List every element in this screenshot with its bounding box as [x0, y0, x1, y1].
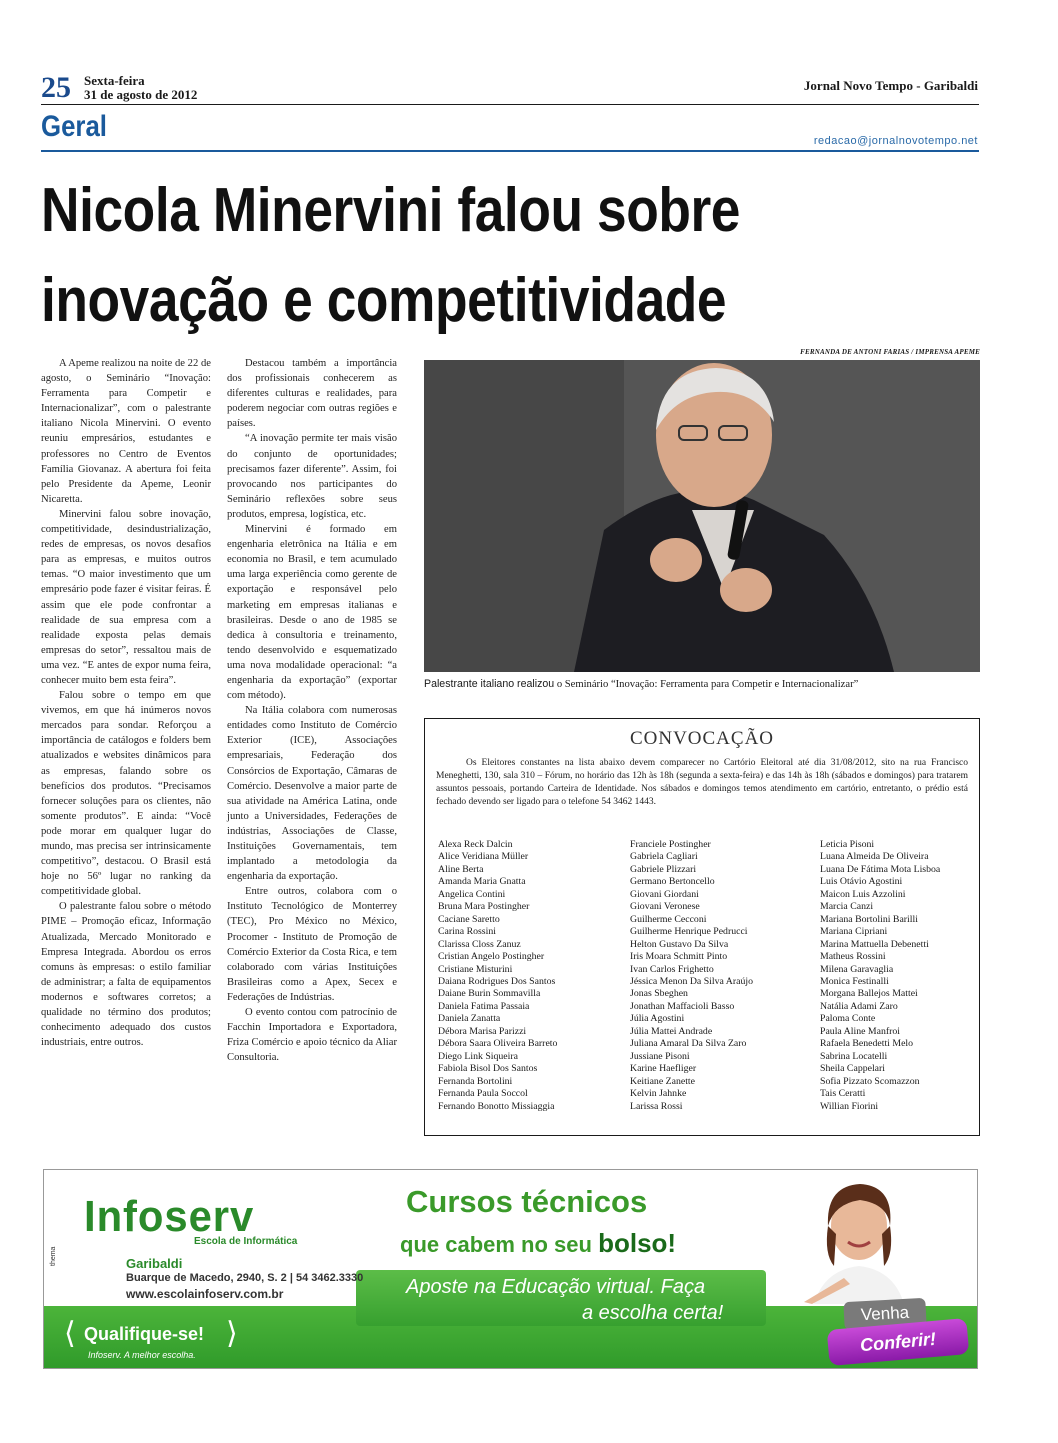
- infoserv-advertisement[interactable]: [43, 1169, 978, 1369]
- paragraph: “A inovação permite ter mais visão do conjunto de oportunidades; precisamos fazer diferente”. Assim, foi provocando nos participantes do Seminário reflexões sobre seus produtos, empresa, logística, etc.: [227, 433, 397, 520]
- ad-slogan: Qualifique-se!: [84, 1324, 205, 1344]
- name-item: Marina Mattuella Debenetti: [820, 938, 929, 950]
- name-item: Maicon Luis Azzolini: [820, 888, 906, 900]
- name-item: Karine Haefliger: [630, 1063, 697, 1075]
- name-item: Amanda Maria Gnatta: [438, 876, 526, 888]
- name-item: Giovani Veronese: [630, 901, 700, 913]
- paragraph: Falou sobre o tempo em que vivemos, em que há inúmeros novos mercados para sondar. Reforçou a importância de catálogos e folders bem atualizados e websites dinâmicos para as empresas, falando sobre os benefícios dos produtos. “Precisamos fornecer soluções para os clientes, não somente produtos”. E ainda: “Você pode morar em qualquer lugar do mundo, mas precisa ser intrinsicamente competitivo”, destacou. O Brasil está hoje no 56º lugar no ranking da competitividade global.: [41, 690, 211, 898]
- page-number: 25: [41, 71, 71, 104]
- name-item: Cristiane Misturini: [438, 963, 513, 975]
- name-item: Cristian Angelo Postingher: [438, 951, 545, 963]
- ad-conferir-button[interactable]: Conferir!: [827, 1318, 970, 1366]
- name-item: Fernanda Paula Soccol: [438, 1088, 528, 1100]
- name-item: Daniela Zanatta: [438, 1013, 501, 1025]
- name-item: Matheus Rossini: [820, 951, 886, 963]
- name-item: Jonas Sbeghen: [630, 988, 688, 1000]
- bracket-right-icon: ⟩: [226, 1317, 238, 1350]
- ad-subheadline-b: bolso!: [598, 1228, 677, 1258]
- name-item: Paula Aline Manfroi: [820, 1025, 900, 1037]
- name-item: Diego Link Siqueira: [438, 1050, 518, 1062]
- name-item: Gabriela Cagliari: [630, 851, 698, 863]
- ad-city: Garibaldi: [126, 1256, 183, 1271]
- name-item: Giovani Giordani: [630, 888, 699, 900]
- caption-lead: Palestrante italiano realizou: [424, 678, 555, 690]
- headline: [41, 166, 849, 346]
- ad-venha-label: Venha: [843, 1298, 926, 1330]
- name-item: Franciele Postingher: [630, 839, 711, 850]
- caption-rest: o Seminário “Inovação: Ferramenta para Competir e Internacionalizar”: [556, 679, 859, 690]
- name-item: Gabriele Plizzari: [630, 863, 697, 875]
- paragraph: Minervini é formado em engenharia eletrônica na Itália e em economia no Brasil, e tem acumulado uma larga experiência como gerente de exportação e responsável pelo marketing em empresas italianas e brasileiras. Desde o ano de 1985 se dedica à consultoria e treinamento, tendo desenvolvido e esquematizado uma nova modalidade operacional: “a engenharia da exportação” (exportar com método).: [227, 524, 397, 702]
- name-item: Juliana Amaral Da Silva Zaro: [630, 1038, 747, 1050]
- name-item: Iris Moara Schmitt Pinto: [630, 951, 728, 963]
- headline-line-1: Nicola Minervini falou sobre: [41, 176, 741, 245]
- bracket-left-icon: ⟨: [64, 1317, 76, 1350]
- name-item: Guilherme Henrique Pedrucci: [630, 926, 748, 938]
- name-item: Keitiane Zanette: [630, 1075, 696, 1087]
- name-item: Kelvin Jahnke: [630, 1088, 687, 1100]
- name-item: Paloma Conte: [820, 1013, 876, 1025]
- name-item: Larissa Rossi: [630, 1100, 683, 1112]
- ad-band-text-1: Aposte na Educação virtual. Faça: [406, 1276, 706, 1298]
- ad-website[interactable]: www.escolainfoserv.com.br: [126, 1287, 284, 1301]
- name-item: Jussiane Pisoni: [630, 1050, 690, 1062]
- name-item: Milena Garavaglia: [820, 963, 894, 975]
- photo-credit: FERNANDA DE ANTONI FARIAS / IMPRENSA APEME: [800, 348, 980, 356]
- paragraph: Na Itália colabora com numerosas entidades como Instituto de Comércio Exterior (ICE), Associações empresariais, Federação dos Consórcios de Exportação, Câmaras de Comércio. Desenvolve a maior parte de sua atividade na América Latina, onde junto a Universidades, Federações de indústrias, Associações de Classe, Instituições Governamentais, tem implantado a metodologia da engenharia da exportação.: [227, 705, 397, 883]
- name-item: Bruna Mara Postingher: [438, 901, 530, 913]
- ad-brand-logo: Infoserv: [84, 1192, 255, 1241]
- names-column-3: [820, 839, 940, 1113]
- ad-address: Buarque de Macedo, 2940, S. 2 | 54 3462.3330: [126, 1272, 364, 1284]
- paragraph: A Apeme realizou na noite de 22 de agosto, o Seminário “Inovação: Ferramenta para Competir e Internacionalizar”, com o palestrante italiano Nicola Minervini. O evento reuniu empresários, estudantes e professores no Centro de Eventos Família Giovanaz. A abertura foi feita pelo Presidente da Apeme, Leonir Nicaretta.: [41, 358, 211, 505]
- section-title: Geral: [41, 110, 107, 143]
- name-item: Mariana Cipriani: [820, 926, 888, 938]
- name-item: Júlia Agostini: [630, 1013, 685, 1025]
- name-item: Alexa Reck Dalcin: [438, 839, 513, 850]
- name-item: Willian Fiorini: [820, 1100, 879, 1112]
- name-item: Aline Berta: [438, 863, 484, 875]
- newspaper-name: Jornal Novo Tempo - Garibaldi: [803, 78, 978, 93]
- ad-woman-illustration: [784, 1174, 934, 1304]
- paragraph: O palestrante falou sobre o método PIME – Promoção eficaz, Informação Atualizada, Mercado Monitorado e Empresa Integrada. Abordou os erros comuns às empresas: o estilo familiar de administrar; a falta de equipamentos modernos e softwares corretos; a qualidade no término dos produtos; conhecimento adequado dos custos industriais, entre outros.: [41, 901, 211, 1049]
- names-column-2: [630, 839, 753, 1113]
- headline-line-2: inovação e competitividade: [41, 266, 727, 335]
- name-item: Fernanda Bortolini: [438, 1075, 513, 1087]
- paragraph: O evento contou com patrocínio de Facchin Importadora e Exportadora, Friza Comércio e apoio técnico da Aliar Consultoria.: [227, 1007, 397, 1064]
- name-item: Fernando Bonotto Missiaggia: [438, 1100, 555, 1112]
- ad-agency-credit: thema: [50, 1246, 57, 1266]
- name-item: Tais Ceratti: [820, 1088, 866, 1100]
- ad-brand-subtitle: Escola de Informática: [194, 1236, 298, 1247]
- name-item: Monica Festinalli: [820, 975, 889, 987]
- name-item: Natália Adami Zaro: [820, 1000, 898, 1012]
- name-item: Sheila Cappelari: [820, 1063, 886, 1075]
- name-item: Clarissa Closs Zanuz: [438, 938, 521, 950]
- article-column-1: [41, 356, 211, 1050]
- name-item: Débora Marisa Parizzi: [438, 1025, 527, 1037]
- paragraph: Entre outros, colabora com o Instituto Tecnológico de Monterrey (TEC), Pro México no México, Procomer - Instituto de Promoção de Comércio Exterior da Costa Rica, e tem colaborado com várias Instituições Brasileiras como a Apex, Secex e Federações de Indústrias.: [227, 886, 397, 1003]
- name-item: Caciane Saretto: [438, 913, 500, 925]
- date: 31 de agosto de 2012: [84, 87, 198, 102]
- ad-band-text-2: a escolha certa!: [582, 1302, 724, 1324]
- section-rule: [41, 150, 979, 152]
- name-item: Mariana Bortolini Barilli: [820, 913, 918, 925]
- name-item: Morgana Ballejos Mattei: [820, 988, 918, 1000]
- name-item: Sabrina Locatelli: [820, 1050, 888, 1062]
- name-item: Luana Almeida De Oliveira: [820, 851, 929, 863]
- name-item: Daiana Rodrigues Dos Santos: [438, 975, 556, 987]
- name-item: Guilherme Cecconi: [630, 913, 707, 925]
- name-item: Daiane Burin Sommavilla: [438, 988, 541, 1000]
- name-item: Rafaela Benedetti Melo: [820, 1038, 914, 1050]
- name-item: Carina Rossini: [438, 926, 496, 938]
- name-item: Jonathan Maffacioli Basso: [630, 1000, 735, 1012]
- name-item: Helton Gustavo Da Silva: [630, 938, 729, 950]
- contact-email[interactable]: redacao@jornalnovotempo.net: [813, 135, 978, 147]
- ad-subheadline-a: que cabem no seu: [400, 1232, 592, 1257]
- ad-subheadline: [400, 1228, 676, 1259]
- name-item: Luis Otávio Agostini: [820, 876, 903, 888]
- speaker-illustration: [424, 360, 980, 672]
- name-item: Ivan Carlos Frighetto: [630, 963, 714, 975]
- name-item: Júlia Mattei Andrade: [630, 1025, 713, 1037]
- weekday: Sexta-feira: [84, 73, 145, 88]
- name-item: Fabiola Bisol Dos Santos: [438, 1063, 538, 1075]
- speaker-photo: [424, 360, 980, 672]
- convocacao-title: CONVOCAÇÃO: [629, 728, 775, 749]
- name-item: Daniela Fatima Passaia: [438, 1000, 530, 1012]
- name-item: Alice Veridiana Müller: [438, 851, 529, 863]
- names-column-1: [438, 839, 557, 1113]
- name-item: Marcia Canzi: [820, 901, 874, 913]
- header-rule: [41, 104, 979, 105]
- name-item: Débora Saara Oliveira Barreto: [438, 1038, 558, 1050]
- date-block: [84, 74, 197, 102]
- ad-headline: Cursos técnicos: [406, 1184, 648, 1219]
- paragraph: Destacou também a importância dos profissionais conhecerem as diferentes culturas e realidades, para poderem negociar com outras regiões e países.: [227, 358, 397, 430]
- name-item: Jéssica Menon Da Silva Araújo: [630, 975, 753, 987]
- name-item: Luana De Fátima Mota Lisboa: [820, 863, 941, 875]
- name-item: Germano Bertoncello: [630, 876, 715, 888]
- name-item: Sofia Pizzato Scomazzon: [820, 1075, 920, 1087]
- ad-slogan-sub: Infoserv. A melhor escolha.: [88, 1350, 196, 1360]
- convocacao-text: Os Eleitores constantes na lista abaixo devem comparecer no Cartório Eleitoral até dia 31/08/2012, sito na rua Francisco Meneghetti, 130, sala 310 – Fórum, no horário das 12h às 18h (segunda a sexta-feira) e das 14h às 18h (sábados e domingos) para tratarem assuntos pessoais, portando Carteira de Identidade. Nos sábados e domingos temos atendimento em cartório, entretanto, o prédio está fechado devendo ser ligado para o telefone 54 3462 1443.: [436, 758, 968, 807]
- photo-caption: [424, 677, 980, 692]
- name-item: Angelica Contini: [438, 888, 506, 900]
- paragraph: Minervini falou sobre inovação, competitividade, desindustrialização, redes de empresas, os novos desafios para as empresas, e muitos outros temas. “O maior investimento que um empresário pode fazer é visitar feiras. É assim que ele pode confrontar a realidade de sua empresa com a realidade exposta pelas demais empresas do setor”, ressaltou mais de uma vez. “E antes de expor numa feira, conhecer muito bem esta feira”.: [41, 508, 211, 686]
- article-column-2: [227, 356, 397, 1065]
- name-item: Leticia Pisoni: [820, 839, 875, 850]
